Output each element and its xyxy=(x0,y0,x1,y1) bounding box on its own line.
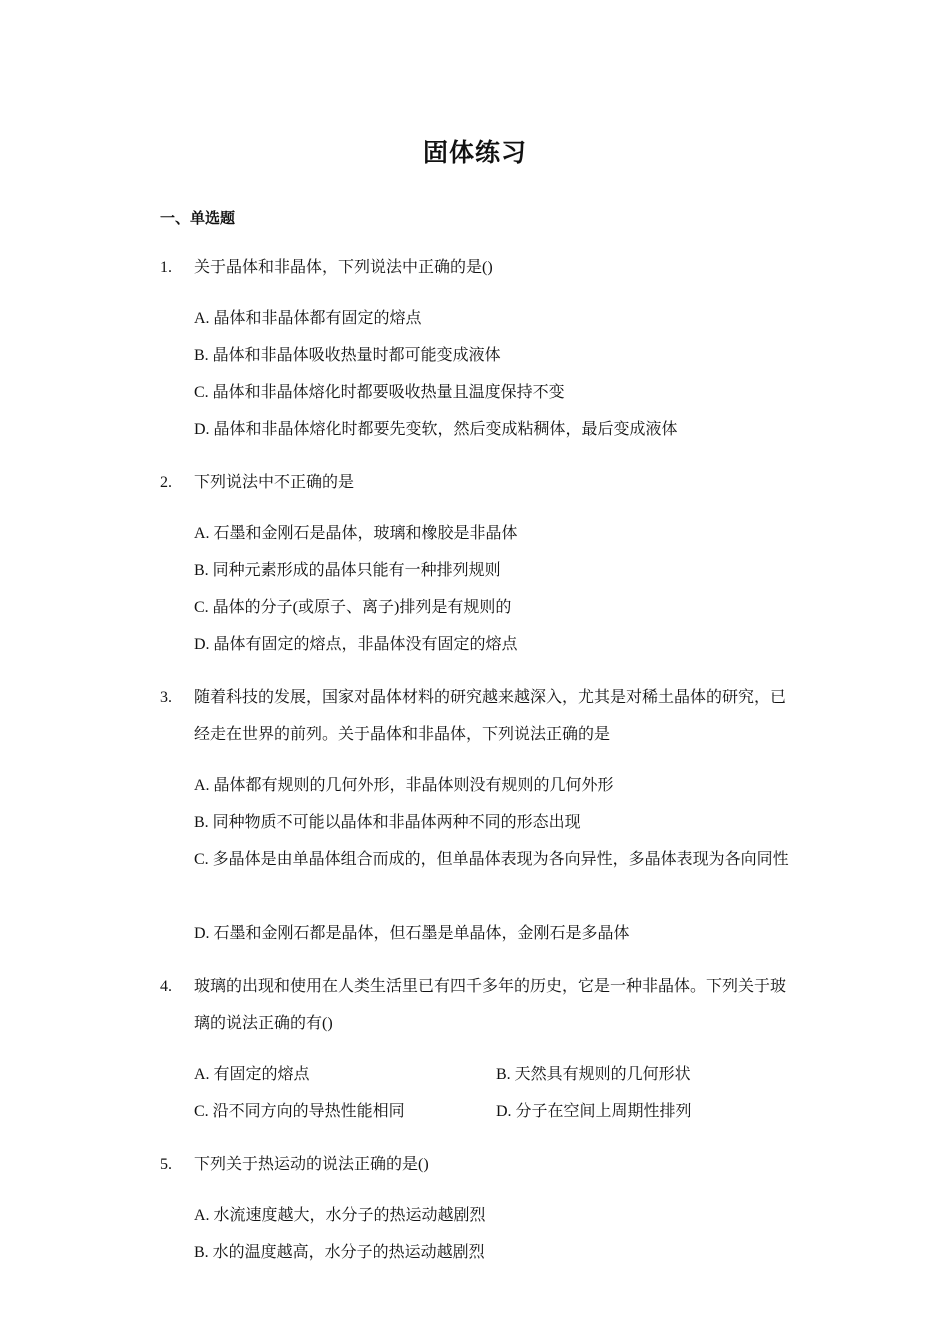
option-a: A. 水流速度越大，水分子的热运动越剧烈 xyxy=(194,1207,486,1224)
option-b: B. 天然具有规则的几何形状 xyxy=(496,1066,691,1083)
question-stem: 关于晶体和非晶体，下列说法中正确的是() xyxy=(194,259,493,276)
option-a: A. 晶体都有规则的几何外形，非晶体则没有规则的几何外形 xyxy=(194,777,614,794)
option-c: C. 多晶体是由单晶体组合而成的，但单晶体表现为各向异性，多晶体表现为各向同性 xyxy=(194,851,789,868)
option-b: B. 同种元素形成的晶体只能有一种排列规则 xyxy=(194,562,501,579)
question-stem: 下列关于热运动的说法正确的是() xyxy=(194,1156,429,1173)
question-stem: 下列说法中不正确的是 xyxy=(194,474,355,491)
option-c: C. 晶体的分子(或原子、离子)排列是有规则的 xyxy=(194,599,512,616)
question-number: 5. xyxy=(160,1156,172,1173)
option-a: A. 有固定的熔点 xyxy=(194,1066,310,1083)
option-c: C. 晶体和非晶体熔化时都要吸收热量且温度保持不变 xyxy=(194,384,565,401)
option-d: D. 石墨和金刚石都是晶体，但石墨是单晶体，金刚石是多晶体 xyxy=(194,925,630,942)
question-number: 4. xyxy=(160,978,172,995)
question-number: 1. xyxy=(160,259,172,276)
question-number: 2. xyxy=(160,474,172,491)
section-heading: 一、单选题 xyxy=(160,211,236,227)
question-stem: 玻璃的出现和使用在人类生活里已有四千多年的历史，它是一种非晶体。下列关于玻璃的说法正确的有() xyxy=(194,978,787,1032)
option-d: D. 分子在空间上周期性排列 xyxy=(496,1103,692,1120)
question-stem: 随着科技的发展，国家对晶体材料的研究越来越深入，尤其是对稀土晶体的研究，已经走在世界的前列。关于晶体和非晶体，下列说法正确的是 xyxy=(194,689,787,743)
option-c: C. 沿不同方向的导热性能相同 xyxy=(194,1103,405,1120)
option-d: D. 晶体和非晶体熔化时都要先变软，然后变成粘稠体，最后变成液体 xyxy=(194,421,678,438)
option-d: D. 晶体有固定的熔点，非晶体没有固定的熔点 xyxy=(194,636,518,653)
option-b: B. 水的温度越高，水分子的热运动越剧烈 xyxy=(194,1244,485,1261)
option-a: A. 石墨和金刚石是晶体，玻璃和橡胶是非晶体 xyxy=(194,525,518,542)
option-b: B. 同种物质不可能以晶体和非晶体两种不同的形态出现 xyxy=(194,814,581,831)
option-b: B. 晶体和非晶体吸收热量时都可能变成液体 xyxy=(194,347,501,364)
question-number: 3. xyxy=(160,689,172,706)
document-title: 固体练习 xyxy=(422,140,527,167)
option-a: A. 晶体和非晶体都有固定的熔点 xyxy=(194,310,422,327)
